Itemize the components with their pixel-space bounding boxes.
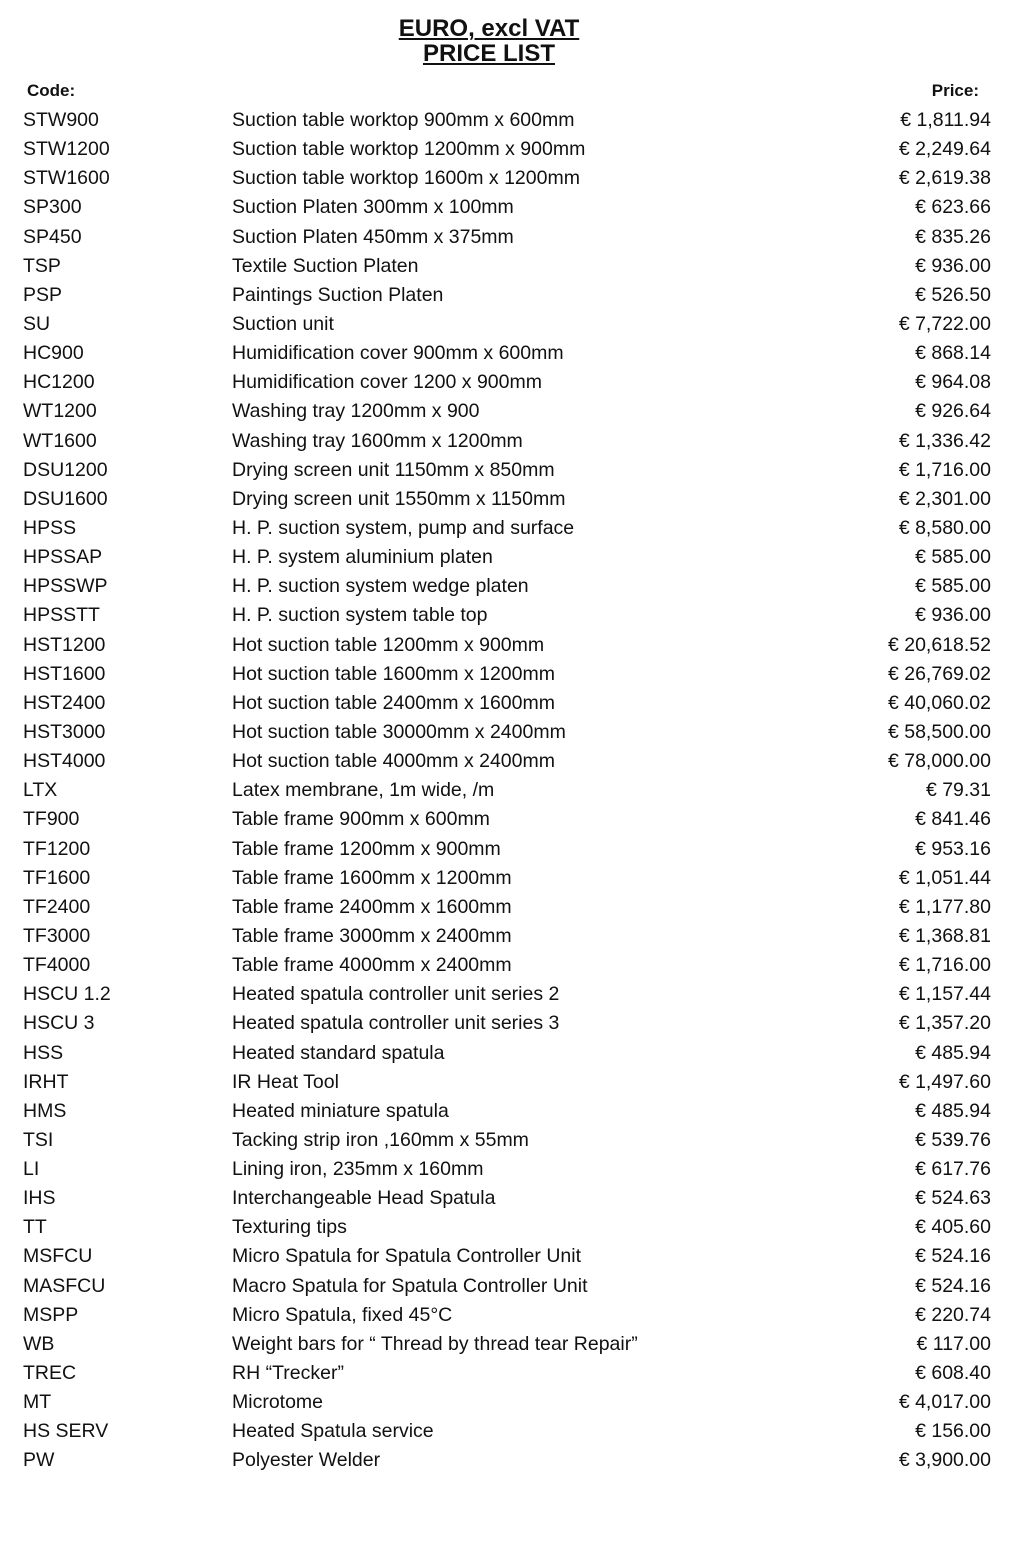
item-description: Heated Spatula service: [232, 1420, 434, 1443]
item-code: PW: [23, 1449, 55, 1472]
price-row: [0, 717, 1018, 746]
item-price: € 485.94: [915, 1041, 991, 1064]
item-description: Table frame 1200mm x 900mm: [232, 837, 501, 860]
item-code: LTX: [23, 779, 58, 802]
item-description: Humidification cover 900mm x 600mm: [232, 342, 564, 365]
price-row: [0, 863, 1018, 892]
item-code: TF4000: [23, 954, 91, 977]
item-code: TREC: [23, 1362, 77, 1385]
item-price: € 585.00: [915, 546, 991, 569]
item-price: € 926.64: [915, 400, 991, 423]
price-row: [0, 1212, 1018, 1241]
item-code: HPSSWP: [23, 575, 108, 598]
item-code: TF2400: [23, 895, 91, 918]
item-code: SP450: [23, 225, 82, 248]
item-price: € 1,051.44: [898, 866, 991, 889]
item-price: € 585.00: [915, 575, 991, 598]
item-price: € 79.31: [925, 779, 991, 802]
item-description: H. P. suction system, pump and surface: [232, 516, 575, 539]
item-price: € 526.50: [915, 283, 991, 306]
item-code: MSFCU: [23, 1245, 93, 1268]
item-price: € 2,249.64: [898, 138, 991, 161]
item-price: € 485.94: [915, 1099, 991, 1122]
item-code: HC1200: [23, 371, 95, 394]
item-price: € 524.16: [915, 1274, 991, 1297]
price-row: [0, 542, 1018, 571]
item-price: € 524.16: [915, 1245, 991, 1268]
item-price: € 623.66: [915, 196, 991, 219]
item-description: Humidification cover 1200 x 900mm: [232, 371, 542, 394]
item-description: Table frame 4000mm x 2400mm: [232, 954, 512, 977]
item-price: € 8,580.00: [898, 516, 991, 539]
item-code: TSI: [23, 1128, 54, 1151]
item-price: € 1,336.42: [898, 429, 991, 452]
item-description: Micro Spatula for Spatula Controller Unit: [232, 1245, 581, 1268]
item-description: Tacking strip iron ,160mm x 55mm: [232, 1128, 529, 1151]
item-price: € 1,157.44: [898, 983, 991, 1006]
item-price: € 220.74: [915, 1303, 991, 1326]
item-description: Suction table worktop 1600m x 1200mm: [232, 167, 580, 190]
item-description: Table frame 3000mm x 2400mm: [232, 924, 512, 947]
price-row: [0, 163, 1018, 192]
item-description: Suction table worktop 1200mm x 900mm: [232, 138, 586, 161]
price-list-title-currency: EURO, excl VAT: [398, 15, 580, 42]
item-description: Table frame 1600mm x 1200mm: [232, 866, 512, 889]
price-row: [0, 513, 1018, 542]
item-description: H. P. system aluminium platen: [232, 546, 493, 569]
item-description: Hot suction table 1600mm x 1200mm: [232, 662, 555, 685]
price-row: [0, 892, 1018, 921]
item-description: Suction unit: [232, 312, 334, 335]
item-description: Table frame 900mm x 600mm: [232, 808, 490, 831]
item-code: LI: [23, 1158, 40, 1181]
item-price: € 868.14: [915, 342, 991, 365]
price-row: [0, 1271, 1018, 1300]
price-column-header: Price:: [931, 81, 979, 100]
item-description: Table frame 2400mm x 1600mm: [232, 895, 512, 918]
price-row: [0, 921, 1018, 950]
item-description: Latex membrane, 1m wide, /m: [232, 779, 495, 802]
item-description: Interchangeable Head Spatula: [232, 1187, 496, 1210]
item-code: HST1200: [23, 633, 106, 656]
item-description: IR Heat Tool: [232, 1070, 339, 1093]
price-row: [0, 571, 1018, 600]
item-price: € 2,301.00: [898, 487, 991, 510]
item-price: € 7,722.00: [898, 312, 991, 335]
item-code: HC900: [23, 342, 84, 365]
item-description: Heated miniature spatula: [232, 1099, 449, 1122]
item-description: Polyester Welder: [232, 1449, 381, 1472]
price-row: [0, 192, 1018, 221]
price-row: [0, 688, 1018, 717]
item-price: € 405.60: [915, 1216, 991, 1239]
price-row: [0, 1096, 1018, 1125]
price-row: [0, 1067, 1018, 1096]
item-price: € 117.00: [916, 1332, 991, 1355]
item-code: WT1600: [23, 429, 97, 452]
item-description: Microtome: [232, 1391, 324, 1414]
price-row: [0, 1358, 1018, 1387]
item-code: DSU1600: [23, 487, 108, 510]
item-price: € 1,716.00: [898, 458, 991, 481]
item-description: Suction table worktop 900mm x 600mm: [232, 109, 575, 131]
item-price: € 1,357.20: [898, 1012, 991, 1035]
item-code: TT: [23, 1216, 47, 1239]
item-price: € 1,368.81: [898, 924, 991, 947]
item-description: Hot suction table 4000mm x 2400mm: [232, 750, 555, 773]
price-row: [0, 367, 1018, 396]
price-row: [0, 134, 1018, 163]
item-code: STW1200: [23, 138, 110, 161]
item-price: € 936.00: [915, 254, 991, 277]
price-row: [0, 834, 1018, 863]
item-price: € 26,769.02: [887, 662, 991, 685]
item-code: IHS: [23, 1187, 56, 1210]
price-row: [0, 251, 1018, 280]
price-row: [0, 746, 1018, 775]
item-code: MSPP: [23, 1303, 79, 1326]
item-price: € 608.40: [915, 1362, 991, 1385]
item-description: Texturing tips: [232, 1216, 347, 1239]
item-code: HST1600: [23, 662, 106, 685]
price-row: [0, 280, 1018, 309]
item-description: Heated spatula controller unit series 3: [232, 1012, 560, 1035]
item-price: € 1,716.00: [898, 954, 991, 977]
item-description: Macro Spatula for Spatula Controller Unit: [232, 1274, 588, 1297]
item-price: € 617.76: [915, 1158, 991, 1181]
price-row: [0, 659, 1018, 688]
item-description: Micro Spatula, fixed 45°C: [232, 1303, 453, 1326]
price-row: [0, 804, 1018, 833]
price-row: [0, 775, 1018, 804]
item-code: MASFCU: [23, 1274, 106, 1297]
price-row: [0, 1038, 1018, 1067]
item-description: Lining iron, 235mm x 160mm: [232, 1158, 484, 1181]
item-description: Drying screen unit 1150mm x 850mm: [232, 458, 555, 481]
item-price: € 156.00: [915, 1420, 991, 1443]
item-price: € 539.76: [915, 1128, 991, 1151]
price-row: [0, 1241, 1018, 1270]
item-code: STW900: [23, 109, 99, 131]
item-code: HSCU 3: [23, 1012, 95, 1035]
item-description: Heated standard spatula: [232, 1041, 445, 1064]
item-description: H. P. suction system wedge platen: [232, 575, 529, 598]
item-price: € 1,497.60: [898, 1070, 991, 1093]
price-row: [0, 1183, 1018, 1212]
item-code: HSCU 1.2: [23, 983, 111, 1006]
item-price: € 835.26: [915, 225, 991, 248]
price-row: [0, 1154, 1018, 1183]
price-row: [0, 484, 1018, 513]
price-row: [0, 630, 1018, 659]
item-code: HPSS: [23, 516, 77, 539]
price-row: [0, 1008, 1018, 1037]
item-price: € 20,618.52: [887, 633, 991, 656]
item-code: TF1600: [23, 866, 91, 889]
item-code: TF1200: [23, 837, 91, 860]
item-price: € 841.46: [915, 808, 991, 831]
item-price: € 953.16: [915, 837, 991, 860]
item-code: TF900: [23, 808, 80, 831]
item-code: WB: [23, 1332, 55, 1355]
price-row: [0, 426, 1018, 455]
item-price: € 936.00: [915, 604, 991, 627]
item-description: Weight bars for “ Thread by thread tear Repair”: [232, 1332, 638, 1355]
item-description: Hot suction table 2400mm x 1600mm: [232, 691, 555, 714]
price-row: [0, 105, 1018, 134]
item-code: STW1600: [23, 167, 110, 190]
item-price: € 2,619.38: [898, 167, 991, 190]
item-price: € 78,000.00: [887, 750, 991, 773]
price-row: [0, 396, 1018, 425]
item-code: SU: [23, 312, 51, 335]
price-row: [0, 600, 1018, 629]
price-row: [0, 979, 1018, 1008]
item-price: € 1,177.80: [898, 895, 991, 918]
price-row: [0, 1125, 1018, 1154]
item-description: Washing tray 1200mm x 900: [232, 400, 480, 423]
code-column-header: Code:: [27, 81, 76, 100]
price-list-title: PRICE LIST: [422, 40, 555, 67]
item-code: PSP: [23, 283, 63, 306]
item-description: Heated spatula controller unit series 2: [232, 983, 560, 1006]
item-description: Textile Suction Platen: [232, 254, 419, 277]
item-price: € 4,017.00: [898, 1391, 991, 1414]
item-price: € 58,500.00: [887, 720, 991, 743]
item-code: TF3000: [23, 924, 91, 947]
price-row: [0, 1300, 1018, 1329]
item-description: Suction Platen 300mm x 100mm: [232, 196, 514, 219]
item-code: HST4000: [23, 750, 106, 773]
price-row: [0, 950, 1018, 979]
item-description: Suction Platen 450mm x 375mm: [232, 225, 514, 248]
item-description: Washing tray 1600mm x 1200mm: [232, 429, 523, 452]
item-description: H. P. suction system table top: [232, 604, 488, 627]
item-code: HST2400: [23, 691, 106, 714]
price-row: [0, 1387, 1018, 1416]
item-code: MT: [23, 1391, 52, 1414]
item-code: HPSSAP: [23, 546, 103, 569]
item-price: € 964.08: [915, 371, 991, 394]
price-row: [0, 1416, 1018, 1445]
item-description: Hot suction table 1200mm x 900mm: [232, 633, 545, 656]
item-code: DSU1200: [23, 458, 108, 481]
item-code: IRHT: [23, 1070, 69, 1093]
item-code: HPSSTT: [23, 604, 100, 627]
item-code: TSP: [23, 254, 61, 277]
price-row: [0, 1445, 1018, 1474]
item-code: HS SERV: [23, 1420, 109, 1443]
item-code: HMS: [23, 1099, 67, 1122]
item-code: HST3000: [23, 720, 106, 743]
price-row: [0, 1329, 1018, 1358]
item-price: € 40,060.02: [887, 691, 991, 714]
item-code: WT1200: [23, 400, 97, 423]
item-description: Hot suction table 30000mm x 2400mm: [232, 720, 566, 743]
price-row: [0, 309, 1018, 338]
item-description: Paintings Suction Platen: [232, 283, 444, 306]
item-price: € 524.63: [915, 1187, 991, 1210]
item-description: Drying screen unit 1550mm x 1150mm: [232, 487, 566, 510]
item-price: € 1,811.94: [900, 109, 991, 131]
item-description: RH “Trecker”: [232, 1362, 344, 1385]
price-row: [0, 222, 1018, 251]
item-code: SP300: [23, 196, 82, 219]
price-list-table: [0, 105, 1018, 1475]
price-row: [0, 338, 1018, 367]
price-row: [0, 455, 1018, 484]
item-code: HSS: [23, 1041, 64, 1064]
item-price: € 3,900.00: [898, 1449, 991, 1472]
